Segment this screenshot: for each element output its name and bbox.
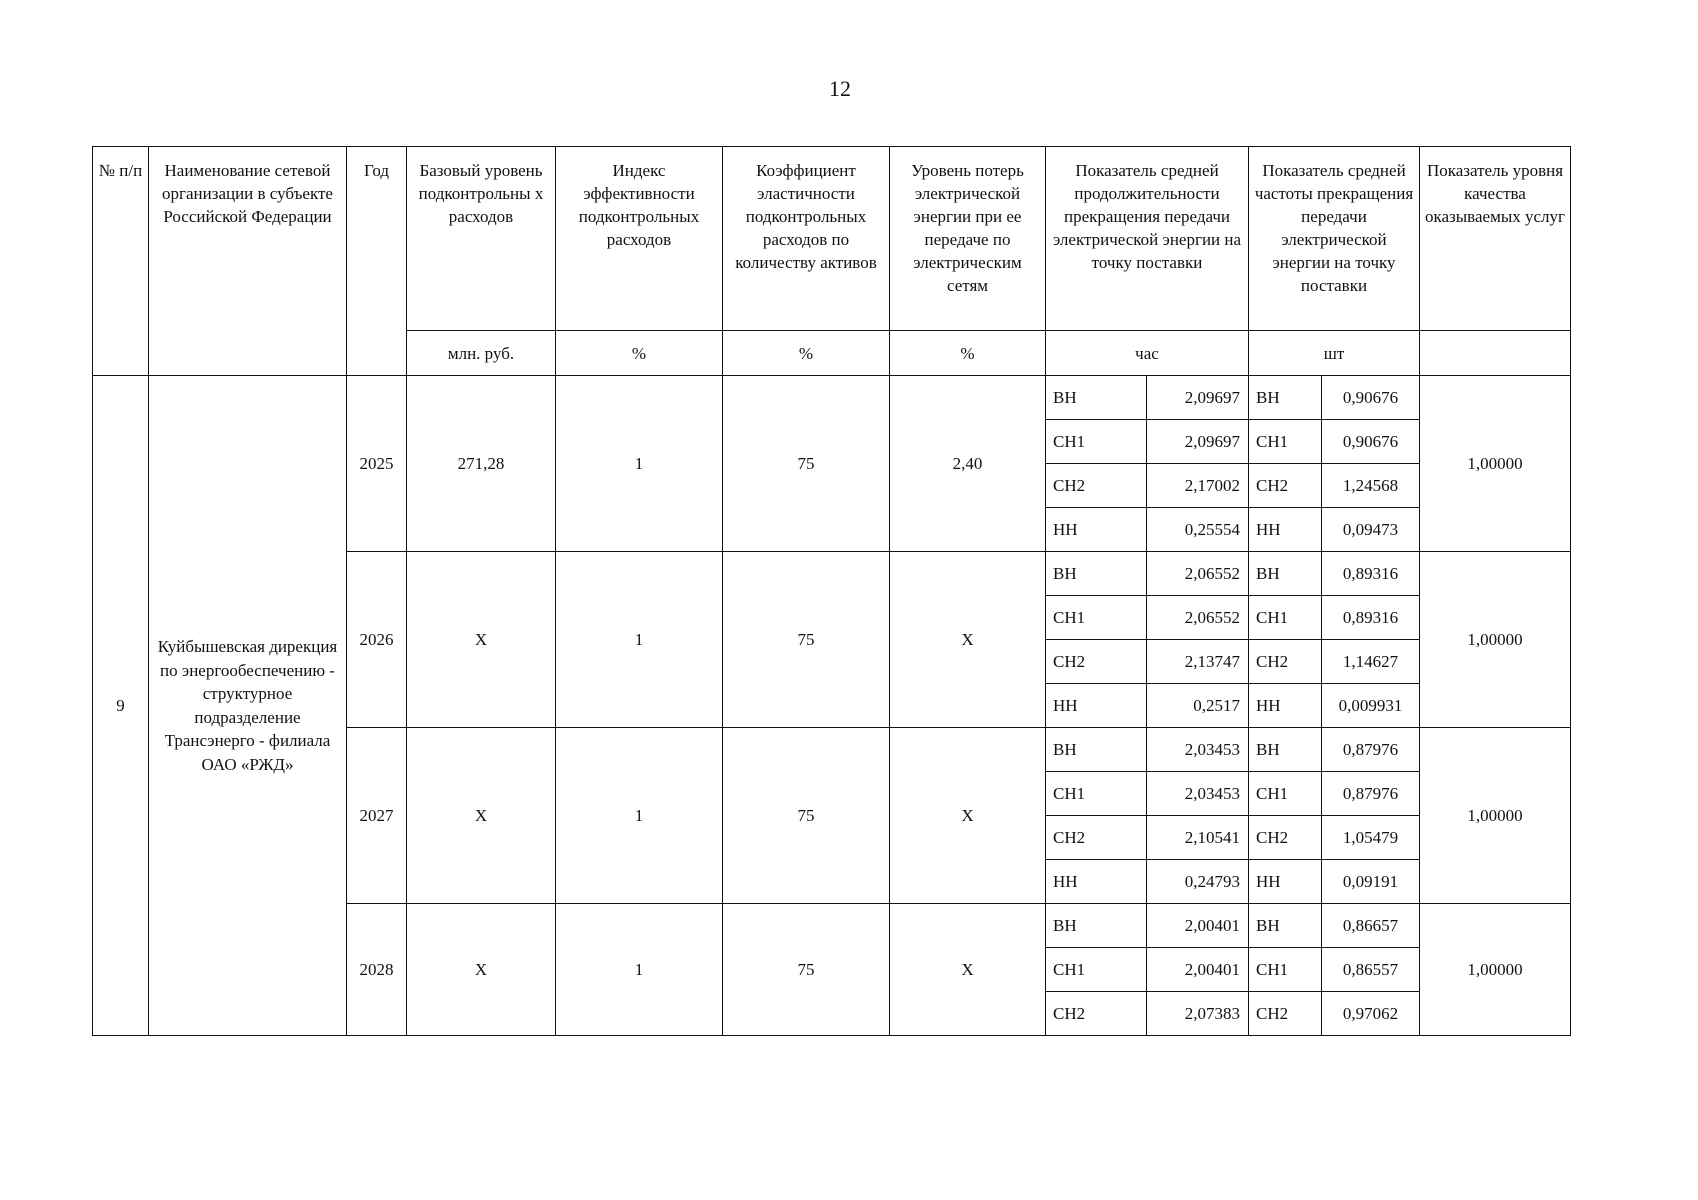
header-quality: Показатель уровня качества оказываемых услуг [1420, 147, 1571, 331]
frequency-level-label: СН1 [1249, 420, 1322, 464]
frequency-level-label: СН2 [1249, 464, 1322, 508]
header-losses: Уровень потерь электрической энергии при ее передаче по электрическим сетям [890, 147, 1046, 331]
year-cell: 2028 [347, 904, 407, 1036]
frequency-value: 0,86657 [1322, 904, 1420, 948]
losses-cell: X [890, 904, 1046, 1036]
frequency-value: 0,009931 [1322, 684, 1420, 728]
header-coef: Коэффициент эластичности подконтрольных расходов по количеству активов [723, 147, 890, 331]
base-expenses-cell: X [407, 728, 556, 904]
duration-value: 2,03453 [1147, 728, 1249, 772]
year-cell: 2025 [347, 376, 407, 552]
duration-value: 2,03453 [1147, 772, 1249, 816]
efficiency-index-cell: 1 [556, 728, 723, 904]
unit-base: млн. руб. [407, 331, 556, 376]
frequency-level-label: НН [1249, 684, 1322, 728]
base-expenses-cell: X [407, 552, 556, 728]
header-no: № п/п [93, 147, 149, 376]
row-number: 9 [93, 376, 149, 1036]
duration-value: 2,09697 [1147, 376, 1249, 420]
frequency-value: 0,97062 [1322, 992, 1420, 1036]
frequency-value: 1,14627 [1322, 640, 1420, 684]
year-cell: 2027 [347, 728, 407, 904]
header-row [93, 147, 1571, 331]
page-number: 12 [829, 76, 851, 101]
duration-level-label: НН [1046, 684, 1147, 728]
duration-level-label: СН2 [1046, 464, 1147, 508]
elasticity-coef-cell: 75 [723, 552, 890, 728]
quality-cell: 1,00000 [1420, 552, 1571, 728]
header-year: Год [347, 147, 407, 376]
base-expenses-cell: X [407, 904, 556, 1036]
duration-level-label: НН [1046, 508, 1147, 552]
duration-level-label: ВН [1046, 552, 1147, 596]
frequency-level-label: СН2 [1249, 640, 1322, 684]
duration-value: 2,07383 [1147, 992, 1249, 1036]
frequency-level-label: СН2 [1249, 816, 1322, 860]
unit-coef: % [723, 331, 890, 376]
efficiency-index-cell: 1 [556, 376, 723, 552]
duration-level-label: СН2 [1046, 816, 1147, 860]
duration-value: 0,2517 [1147, 684, 1249, 728]
duration-level-label: СН2 [1046, 640, 1147, 684]
frequency-value: 0,89316 [1322, 552, 1420, 596]
duration-value: 2,10541 [1147, 816, 1249, 860]
frequency-value: 1,05479 [1322, 816, 1420, 860]
efficiency-index-cell: 1 [556, 552, 723, 728]
duration-value: 0,25554 [1147, 508, 1249, 552]
duration-level-label: ВН [1046, 728, 1147, 772]
duration-level-label: СН1 [1046, 772, 1147, 816]
losses-cell: 2,40 [890, 376, 1046, 552]
table-row [93, 376, 1571, 420]
quality-cell: 1,00000 [1420, 904, 1571, 1036]
duration-level-label: ВН [1046, 904, 1147, 948]
frequency-level-label: СН1 [1249, 596, 1322, 640]
duration-level-label: СН1 [1046, 596, 1147, 640]
losses-cell: X [890, 728, 1046, 904]
frequency-level-label: СН1 [1249, 948, 1322, 992]
frequency-level-label: СН2 [1249, 992, 1322, 1036]
duration-value: 2,17002 [1147, 464, 1249, 508]
duration-value: 2,00401 [1147, 904, 1249, 948]
duration-level-label: НН [1046, 860, 1147, 904]
frequency-level-label: ВН [1249, 904, 1322, 948]
duration-value: 2,00401 [1147, 948, 1249, 992]
frequency-value: 1,24568 [1322, 464, 1420, 508]
frequency-value: 0,90676 [1322, 376, 1420, 420]
frequency-level-label: НН [1249, 860, 1322, 904]
frequency-value: 0,89316 [1322, 596, 1420, 640]
org-name: Куйбышевская дирекция по энергообеспечению - структурное подразделение Трансэнерго - филиала ОАО «РЖД» [149, 376, 347, 1036]
unit-duration: час [1046, 331, 1249, 376]
duration-value: 2,06552 [1147, 552, 1249, 596]
efficiency-index-cell: 1 [556, 904, 723, 1036]
duration-value: 2,06552 [1147, 596, 1249, 640]
frequency-value: 0,90676 [1322, 420, 1420, 464]
frequency-value: 0,09191 [1322, 860, 1420, 904]
frequency-value: 0,86557 [1322, 948, 1420, 992]
unit-quality [1420, 331, 1571, 376]
header-org: Наименование сетевой организации в субъекте Российской Федерации [149, 147, 347, 376]
unit-index: % [556, 331, 723, 376]
elasticity-coef-cell: 75 [723, 376, 890, 552]
year-cell: 2026 [347, 552, 407, 728]
duration-value: 2,09697 [1147, 420, 1249, 464]
duration-level-label: ВН [1046, 376, 1147, 420]
duration-value: 0,24793 [1147, 860, 1249, 904]
base-expenses-cell: 271,28 [407, 376, 556, 552]
duration-level-label: СН2 [1046, 992, 1147, 1036]
duration-level-label: СН1 [1046, 948, 1147, 992]
frequency-level-label: СН1 [1249, 772, 1322, 816]
quality-cell: 1,00000 [1420, 728, 1571, 904]
frequency-level-label: ВН [1249, 552, 1322, 596]
elasticity-coef-cell: 75 [723, 728, 890, 904]
header-base: Базовый уровень подконтрольны х расходов [407, 147, 556, 331]
frequency-level-label: ВН [1249, 376, 1322, 420]
duration-level-label: СН1 [1046, 420, 1147, 464]
header-index: Индекс эффективности подконтрольных расходов [556, 147, 723, 331]
unit-frequency: шт [1249, 331, 1420, 376]
header-duration: Показатель средней продолжительности прекращения передачи электрической энергии на точку поставки [1046, 147, 1249, 331]
frequency-value: 0,87976 [1322, 728, 1420, 772]
unit-losses: % [890, 331, 1046, 376]
frequency-level-label: ВН [1249, 728, 1322, 772]
frequency-level-label: НН [1249, 508, 1322, 552]
indicators-table [92, 146, 1571, 1036]
duration-value: 2,13747 [1147, 640, 1249, 684]
elasticity-coef-cell: 75 [723, 904, 890, 1036]
frequency-value: 0,09473 [1322, 508, 1420, 552]
header-frequency: Показатель средней частоты прекращения передачи электрической энергии на точку поставки [1249, 147, 1420, 331]
losses-cell: X [890, 552, 1046, 728]
frequency-value: 0,87976 [1322, 772, 1420, 816]
quality-cell: 1,00000 [1420, 376, 1571, 552]
